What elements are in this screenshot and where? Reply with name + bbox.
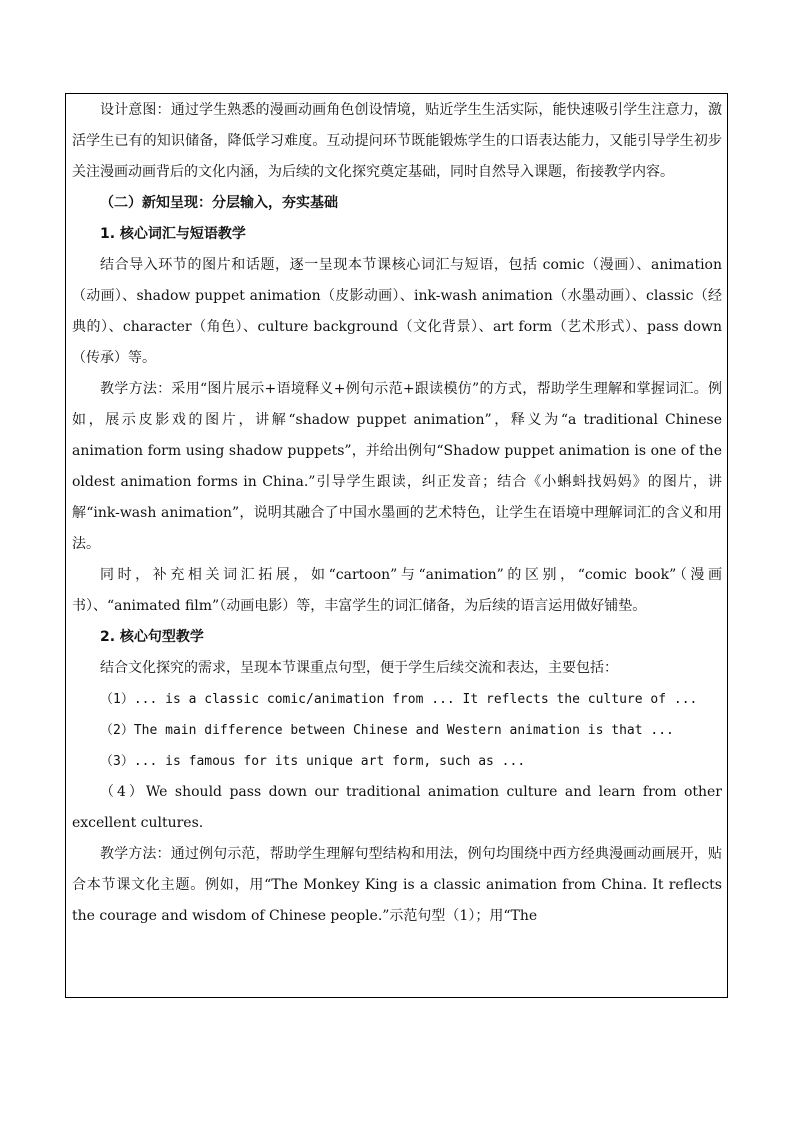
section-heading-new-knowledge: （二）新知呈现：分层输入，夯实基础 — [100, 195, 338, 211]
subheading-core-vocabulary: 1. 核心词汇与短语教学 — [100, 226, 246, 242]
design-intent-paragraph: 设计意图：通过学生熟悉的漫画动画角色创设情境，贴近学生生活实际，能快速吸引学生注意力，激活学生已有的知识储备，降低学习难度。互动提问环节既能锻炼学生的口语表达能力，又能引导学生初步关注漫画动画背后的文化内涵，为后续的文化探究奠定基础，同时自然导入课题，衔接教学内容。 — [72, 102, 722, 180]
vocabulary-list-paragraph: 结合导入环节的图片和话题，逐一呈现本节课核心词汇与短语，包括 comic（漫画）、animation（动画）、shadow puppet animation（皮影动画）、ink-wash animation（水墨动画）、classic（经典的）、character（角色）、culture background（文化背景）、art form（艺术形式）、pass down（传承）等。 — [72, 257, 722, 366]
subheading-core-sentences: 2. 核心句型教学 — [100, 629, 204, 645]
sentence-pattern-1: （1）... is a classic comic/animation from ... It reflects the culture of ... — [100, 692, 698, 707]
sentence-pattern-2: （2）The main difference between Chinese and Western animation is that ... — [100, 723, 674, 738]
sentence-pattern-3: （3）... is famous for its unique art form, such as ... — [100, 754, 526, 769]
vocabulary-method-paragraph: 教学方法：采用“图片展示+语境释义+例句示范+跟读模仿”的方式，帮助学生理解和掌握词汇。例如，展示皮影戏的图片，讲解“shadow puppet animation”，释义为“a traditional Chinese animation form using shadow puppets”，并给出例句“Shadow puppet animation is one of the oldest animation forms in China.”引导学生跟读，纠正发音；结合《小蝌蚪找妈妈》的图片，讲解“ink-wash animation”，说明其融合了中国水墨画的艺术特色，让学生在语境中理解词汇的含义和用法。 — [72, 381, 722, 552]
table-cell-content — [72, 95, 722, 932]
sentence-method-paragraph: 教学方法：通过例句示范，帮助学生理解句型结构和用法，例句均围绕中西方经典漫画动画展开，贴合本节课文化主题。例如，用“The Monkey King is a classic animation from China. It reflects the courage and wisdom of Chinese people.”示范句型（1）；用“The — [72, 846, 722, 924]
vocabulary-extension-paragraph: 同时，补充相关词汇拓展，如“cartoon”与“animation”的区别，“comic book”（漫画书）、“animated film”（动画电影）等，丰富学生的词汇储备，为后续的语言运用做好铺垫。 — [72, 567, 722, 614]
sentence-intro-paragraph: 结合文化探究的需求，呈现本节课重点句型，便于学生后续交流和表达，主要包括： — [100, 660, 618, 676]
sentence-pattern-4: （4）We should pass down our traditional animation culture and learn from other excellent cultures. — [72, 784, 722, 831]
